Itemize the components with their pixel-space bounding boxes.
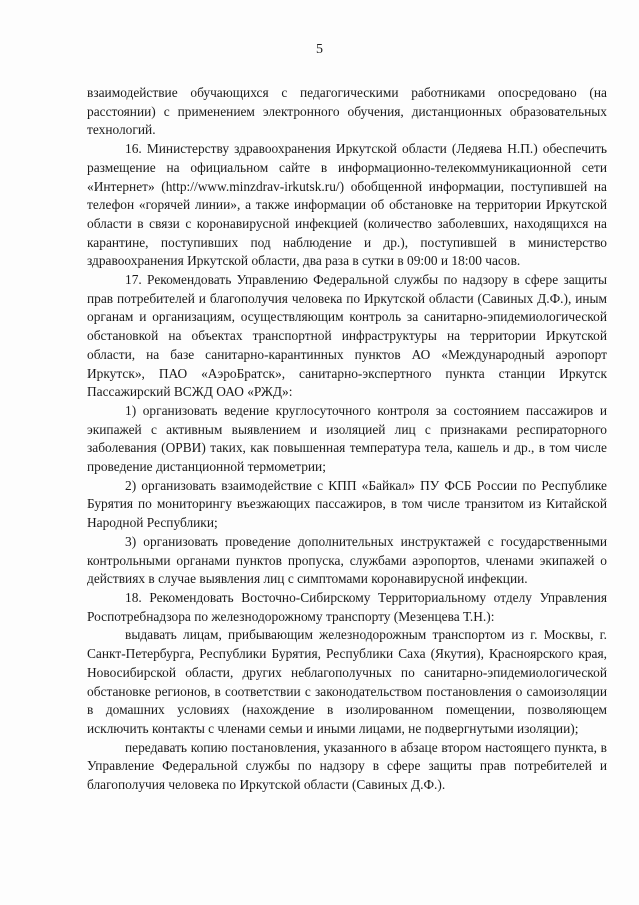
paragraph-continuation: взаимодействие обучающихся с педагогическими работниками опосредовано (на расстоянии) с применением электронного обучения, дистанционных образовательных технологий. <box>87 85 607 138</box>
document-body <box>87 84 607 795</box>
paragraph-item-18-instruction-2: передавать копию постановления, указанного в абзаце втором настоящего пункта, в Управление Федеральной службы по надзору в сфере защиты прав потребителей и благополучия человека по Иркутской области (Савиных Д.Ф.). <box>87 739 607 793</box>
page-number: 5 <box>316 42 323 57</box>
paragraph-item-17: 17. Рекомендовать Управлению Федеральной службы по надзору в сфере защиты прав потребителей и благополучия человека по Иркутской области (Савиных Д.Ф.), иным органам и организациям, осуществляющим контроль за санитарно-эпидемиологической обстановкой на объектах транспортной инфраструктуры на территории Иркутской области, на базе санитарно-карантинных пунктов АО «Международный аэропорт Иркутск», ПАО «АэроБратск», санитарно-экспертного пункта станции Иркутск Пассажирский ВСЖД ОАО «РЖД»: <box>87 272 607 400</box>
paragraph-item-18: 18. Рекомендовать Восточно-Сибирскому Территориальному отделу Управления Роспотребнадзора по железнодорожному транспорту (Мезенцева Т.Н.): <box>87 589 607 624</box>
paragraph-item-18-instruction-1: выдавать лицам, прибывающим железнодорожным транспортом из г. Москвы, г. Санкт-Петербурга, Республики Бурятия, Республики Саха (Якутия), Красноярского края, Новосибирской области, других неблагополучных по санитарно-эпидемиологической обстановке регионов, в соответствии с законодательством постановления о самоизоляции в домашних условиях (нахождение в изолированном помещении, позволяющем исключить контакты с членами семьи и иными лицами, не подвергнутыми изоляции); <box>87 627 607 736</box>
paragraph-subitem-1: 1) организовать ведение круглосуточного контроля за состоянием пассажиров и экипажей с активным выявлением и изоляцией лиц с признаками респираторного заболевания (ОРВИ) таких, как повышенная температура тела, кашель и др., в том числе проведение дистанционной термометрии; <box>87 402 607 475</box>
paragraph-subitem-2: 2) организовать взаимодействие с КПП «Байкал» ПУ ФСБ России по Республике Бурятия по мониторингу въезжающих пассажиров, в том числе транзитом из Китайской Народной Республики; <box>87 477 607 531</box>
paragraph-subitem-3: 3) организовать проведение дополнительных инструктажей с государственными контрольными органами пунктов пропуска, службами аэропортов, членами экипажей о действиях в случае выявления лиц с симптомами коронавирусной инфекции. <box>87 533 607 587</box>
paragraph-item-16: 16. Министерству здравоохранения Иркутской области (Ледяева Н.П.) обеспечить размещение на официальном сайте в информационно-телекоммуникационной сети «Интернет» (http://www.minzdrav-irkutsk.ru/) обобщенной информации, поступившей на телефон «горячей линии», а также информации об обстановке на территории Иркутской области в связи с коронавирусной инфекцией (количество заболевших, находящихся на карантине, поступивших под наблюдение и др.), поступившей в министерство здравоохранения Иркутской области, два раза в сутки в 09:00 и 18:00 часов. <box>87 141 607 269</box>
